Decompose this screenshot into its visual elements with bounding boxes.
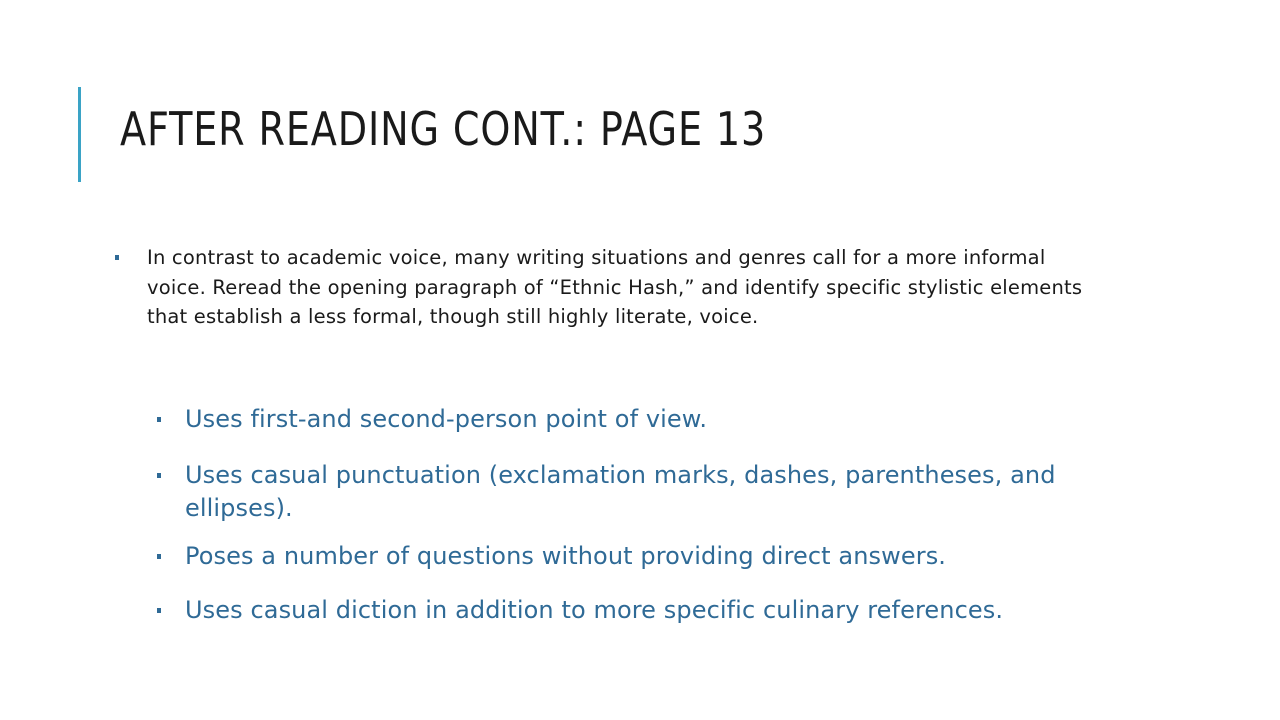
title-accent-bar: [78, 87, 81, 182]
slide-title: AFTER READING CONT.: PAGE 13: [120, 102, 767, 156]
square-bullet-icon: [157, 554, 161, 559]
square-bullet-icon: [115, 255, 119, 260]
answer-text: Uses casual diction in addition to more specific culinary references.: [185, 596, 1004, 624]
square-bullet-icon: [157, 417, 161, 422]
square-bullet-icon: [157, 608, 161, 613]
square-bullet-icon: [157, 473, 161, 478]
answer-text: Poses a number of questions without providing direct answers.: [185, 542, 947, 570]
answer-text: Uses first-and second-person point of view.: [185, 405, 708, 433]
answer-text: Uses casual punctuation (exclamation marks, dashes, parentheses, and ellipses).: [185, 461, 1056, 522]
prompt-text: In contrast to academic voice, many writing situations and genres call for a more informal voice. Reread the opening paragraph of “Ethnic Hash,” and identify specific stylistic elements that establish a less formal, though still highly literate, voice.: [147, 246, 1083, 328]
